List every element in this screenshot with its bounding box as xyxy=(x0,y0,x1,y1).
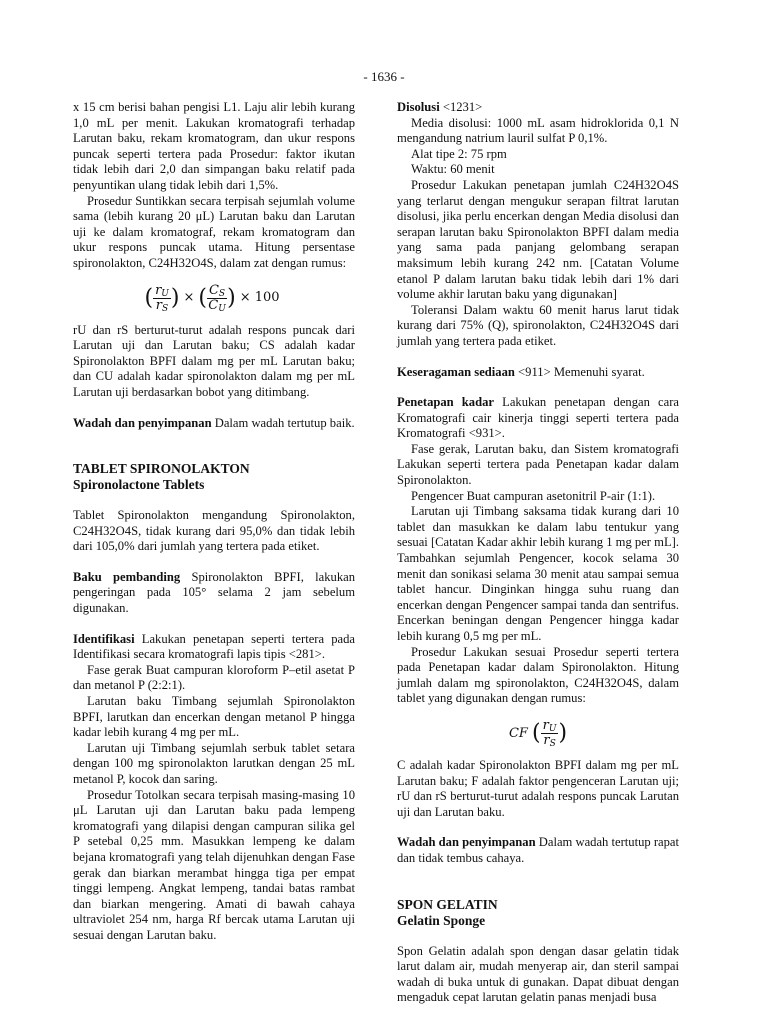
paragraph-system-suitability: x 15 cm berisi bahan pengisi L1. Laju alir lebih kurang 1,0 mL per menit. Lakukan kromatografi terhadap Larutan baku, rekam kromatogram, dan ukur respons puncak seperti tertera pada Prosedur: faktor ikutan tidak lebih dari 2,0 dan simpangan baku relatif pada penyuntikan ulang tidak lebih dari 1,5%. xyxy=(73,100,355,192)
paragraph-storage xyxy=(73,416,355,432)
formula-assay: ( $\frac{r_U}{r_S}$ ) × ( $\frac{C_S}{C_U}$ ) × 100 xyxy=(144,282,280,314)
paragraph-tlc-procedure: Prosedur Totolkan secara terpisah masing-masing 10 μL Larutan uji dan Larutan baku pada lempeng kromatografi yang dilapisi dengan campuran silika gel P setebal 0,25 mm. Masukkan lempeng ke dalam bejana kromatografi yang telah dijenuhkan dengan Fase gerak dan biarkan merambat hingga tiga per empat tinggi lempeng. Angkat lempeng, tandai batas rambat dan biarkan mengering. Amati di bawah cahaya ultraviolet 254 nm, harga Rf bercak utama Larutan uji sesuai dengan Larutan baku. xyxy=(73,787,355,942)
section-title-tablet: TABLET SPIRONOLAKTON xyxy=(73,461,250,477)
paragraph-assay-procedure: Prosedur Lakukan sesuai Prosedur seperti tertera pada Penetapan kadar dalam Spironolakton. Hitung jumlah dalam mg spironolakton, C24H32O4S, dalam tablet yang digunakan dengan rumus: xyxy=(397,644,679,706)
paragraph-sponge: Spon Gelatin adalah spon dengan dasar gelatin tidak larut dalam air, mudah menyerap air, dan steril sampai wadah di buka untuk di gunakan. Dapat dibuat dengan mengaduk cepat larutan gelatin panas menjadi busa xyxy=(397,943,679,1005)
paragraph-test-solution: Larutan uji Timbang sejumlah serbuk tablet setara dengan 100 mg spironolakton larutkan dengan 25 mL metanol P, kocok dan saring. xyxy=(73,740,355,786)
paragraph-assay-test-solution: Larutan uji Timbang saksama tidak kurang dari 10 tablet dan masukkan ke dalam labu tentukur yang sesuai [Catatan Kadar akhir lebih kurang 1 mg per mL]. Tambahkan sejumlah Pengencer, kocok selama 30 menit dan sonikasi selama 30 menit atau sampai semua tablet hancur. Dinginkan hingga suhu ruang dan encerkan dengan Pengencer sampai tanda dan sentrifus. Encerkan beningan dengan Pengencer hingga kadar lebih kurang 0,5 mg per mL. xyxy=(397,504,679,643)
identification-label: Identifikasi xyxy=(73,631,135,646)
paragraph-apparatus: Alat tipe 2: 75 rpm xyxy=(411,146,507,161)
paragraph-tablet-content: Tablet Spironolakton mengandung Spironolakton, C24H32O4S, tidak kurang dari 95,0% dan tidak lebih dari 105,0% dari jumlah yang tertera pada etiket. xyxy=(73,508,355,554)
uniformity-text: <911> Memenuhi syarat. xyxy=(518,364,645,379)
paragraph-formula-legend: rU dan rS berturut-turut adalah respons puncak dari Larutan uji dan Larutan baku; CS adalah kadar Spironolakton BPFI dalam mg per mL Larutan baku; dan CU adalah kadar spironolakton dalam mg per mL Larutan uji berdasarkan bobot yang ditimbang. xyxy=(73,322,355,399)
paragraph-assay-legend: C adalah kadar Spironolakton BPFI dalam mg per mL Larutan baku; F adalah faktor pengenceran Larutan uji; rU dan rS berturut-turut adalah respons puncak Larutan uji dan Larutan baku. xyxy=(397,757,679,819)
section-title-sponge: SPON GELATIN xyxy=(397,896,498,912)
page-number: - 1636 - xyxy=(363,69,405,84)
storage-tablet-text: Dalam wadah tertutup rapat dan tidak tembus cahaya. xyxy=(397,835,679,865)
paragraph-tolerance: Toleransi Dalam waktu 60 menit harus larut tidak kurang dari 75% (Q), spironolakton, C24H32O4S dari jumlah yang tertera pada etiket. xyxy=(397,302,679,348)
paragraph-storage-tablet xyxy=(397,835,679,866)
storage-label: Wadah dan penyimpanan xyxy=(73,415,212,430)
identification-text: Lakukan penetapan seperti tertera pada Identifikasi secara kromatografi lapis tipis <281>. xyxy=(73,631,355,662)
dissolution-label: Disolusi xyxy=(397,100,440,114)
paragraph-identification xyxy=(73,632,355,663)
storage-tablet-label: Wadah dan penyimpanan xyxy=(397,835,536,850)
section-subtitle-sponge: Gelatin Sponge xyxy=(397,912,486,928)
paragraph-dissolution-procedure: Prosedur Lakukan penetapan jumlah C24H32O4S yang terlarut dengan mengukur serapan filtrat larutan disolusi, jika perlu encerkan dengan Media disolusi dan serapan larutan baku Spironolakton BPFI dalam media yang sama pada panjang gelombang serapan maksimum lebih kurang 242 nm. [Catatan Volume etanol P dalam larutan baku tidak lebih dari 1% dari volume akhir larutan baku yang digunakan] xyxy=(397,177,679,302)
paragraph-standard-solution: Larutan baku Timbang sejumlah Spironolakton BPFI, larutkan dan encerkan dengan metanol P hingga kadar lebih kurang 4 mg per mL. xyxy=(73,694,355,740)
paragraph-assay-system: Fase gerak, Larutan baku, dan Sistem kromatografi Lakukan seperti tertera pada Penetapan kadar dalam Spironolakton. xyxy=(397,441,679,488)
uniformity-label: Keseragaman sediaan xyxy=(397,364,515,379)
paragraph-dissolution xyxy=(397,100,679,116)
reference-standard-text: Spironolakton BPFI, lakukan pengeringan pada 105° selama 2 jam sebelum digunakan. xyxy=(73,569,356,616)
dissolution-ref: <1231> xyxy=(442,100,483,114)
section-subtitle-tablet: Spironolactone Tablets xyxy=(73,477,205,493)
paragraph-assay xyxy=(397,395,679,442)
paragraph-diluent: Pengencer Buat campuran asetonitril P-air (1:1). xyxy=(411,488,656,503)
left-column xyxy=(73,100,355,944)
paragraph-procedure: Prosedur Suntikkan secara terpisah sejumlah volume sama (lebih kurang 20 μL) Larutan baku dan Larutan uji ke dalam kromatograf, rekam kromatogram dan ukur respons puncak utama. Hitung persentase spironolakton, C24H32O4S, dalam zat dengan rumus: xyxy=(73,193,355,270)
assay-label: Penetapan kadar xyxy=(397,395,494,410)
paragraph-dissolution-medium: Media disolusi: 1000 mL asam hidroklorida 0,1 N mengandung natrium lauril sulfat P 0,1%. xyxy=(397,115,679,146)
right-column xyxy=(397,100,679,1006)
formula-tablet-assay: CF ( $\frac{r_U}{r_S}$ ) xyxy=(508,717,568,749)
assay-text: Lakukan penetapan dengan cara Kromatografi cair kinerja tinggi seperti tertera pada Kromatografi <931>. xyxy=(397,395,679,441)
reference-standard-label: Baku pembanding xyxy=(73,569,181,584)
paragraph-uniformity xyxy=(397,365,679,381)
paragraph-mobile-phase: Fase gerak Buat campuran kloroform P–etil asetat P dan metanol P (2:2:1). xyxy=(73,662,355,693)
paragraph-reference-standard xyxy=(73,570,355,617)
paragraph-time: Waktu: 60 menit xyxy=(411,162,495,177)
storage-text: Dalam wadah tertutup baik. xyxy=(214,415,355,430)
